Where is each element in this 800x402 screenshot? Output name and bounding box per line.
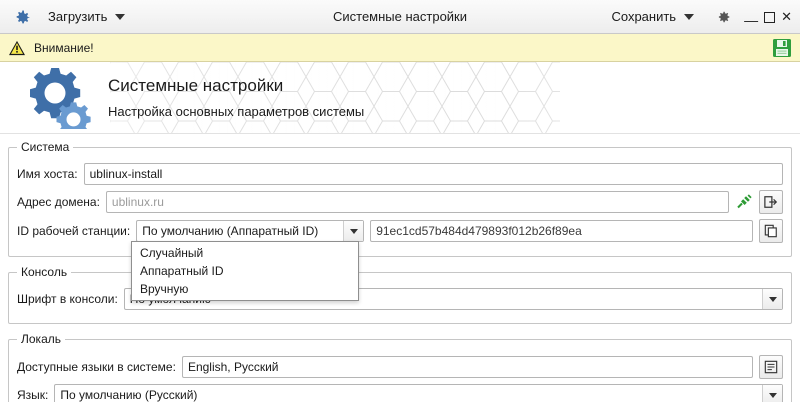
titlebar bbox=[0, 0, 800, 34]
load-menu-button[interactable] bbox=[42, 6, 131, 27]
row-language bbox=[17, 384, 783, 402]
settings-gear-icon[interactable] bbox=[714, 8, 732, 26]
group-locale bbox=[8, 332, 792, 402]
language-label: Язык: bbox=[17, 388, 49, 402]
workstation-id-value[interactable]: 91ec1cd57b484d479893f012b26f89ea bbox=[370, 220, 753, 242]
maximize-button[interactable] bbox=[764, 12, 775, 23]
floppy-save-icon[interactable] bbox=[772, 38, 792, 58]
banner-subtitle: Настройка основных параметров системы bbox=[108, 104, 365, 119]
hostname-label: Имя хоста: bbox=[17, 167, 78, 181]
group-locale-legend: Локаль bbox=[21, 332, 61, 346]
copy-icon bbox=[764, 224, 778, 238]
language-select[interactable] bbox=[54, 384, 783, 402]
console-font-dropdown-arrow[interactable] bbox=[762, 289, 782, 309]
domain-export-button[interactable] bbox=[759, 190, 783, 214]
row-workstation-id bbox=[17, 219, 783, 243]
minimize-button[interactable]: — bbox=[744, 12, 759, 28]
workstation-id-dropdown-list[interactable] bbox=[131, 241, 359, 301]
titlebar-left bbox=[4, 6, 131, 27]
group-system-legend: Система bbox=[21, 140, 70, 154]
save-menu-button[interactable] bbox=[605, 6, 700, 27]
group-console bbox=[8, 265, 792, 324]
banner bbox=[0, 62, 800, 134]
chevron-down-icon bbox=[684, 14, 694, 20]
banner-title: Системные настройки bbox=[108, 76, 284, 95]
workstation-id-dropdown-arrow[interactable] bbox=[343, 221, 363, 241]
load-menu-label: Загрузить bbox=[48, 9, 108, 24]
workstation-id-copy-button[interactable] bbox=[759, 219, 783, 243]
console-font-label: Шрифт в консоли: bbox=[17, 292, 118, 306]
row-available-languages bbox=[17, 355, 783, 379]
workstation-id-label: ID рабочей станции: bbox=[17, 224, 131, 238]
available-languages-label: Доступные языки в системе: bbox=[17, 360, 176, 374]
warning-text: Внимание! bbox=[34, 40, 94, 55]
workstation-id-select[interactable] bbox=[136, 220, 364, 242]
dropdown-option-1[interactable]: Аппаратный ID bbox=[140, 264, 224, 278]
settings-content bbox=[0, 134, 800, 402]
app-gear-icon bbox=[12, 8, 30, 26]
row-domain bbox=[17, 190, 783, 214]
gears-icon bbox=[16, 67, 94, 129]
group-system bbox=[8, 140, 792, 257]
language-selected: По умолчанию (Русский) bbox=[60, 388, 198, 402]
available-languages-input[interactable]: English, Русский bbox=[182, 356, 753, 378]
save-menu-label: Сохранить bbox=[611, 9, 677, 24]
export-icon bbox=[764, 195, 778, 209]
domain-label: Адрес домена: bbox=[17, 195, 100, 209]
available-languages-edit-button[interactable] bbox=[759, 355, 783, 379]
workstation-id-selected: По умолчанию (Аппаратный ID) bbox=[142, 224, 319, 238]
row-hostname bbox=[17, 163, 783, 185]
chevron-down-icon bbox=[350, 229, 358, 234]
titlebar-right bbox=[605, 6, 796, 27]
domain-input[interactable]: ublinux.ru bbox=[106, 191, 729, 213]
language-dropdown-arrow[interactable] bbox=[762, 385, 782, 402]
edit-list-icon bbox=[764, 360, 778, 374]
green-plug-icon bbox=[735, 193, 753, 211]
window-title: Системные настройки bbox=[332, 9, 468, 24]
chevron-down-icon bbox=[769, 297, 777, 302]
close-button[interactable]: ✕ bbox=[781, 9, 792, 24]
hostname-input[interactable]: ublinux-install bbox=[84, 163, 783, 185]
warning-triangle-icon bbox=[8, 40, 26, 56]
warning-bar bbox=[0, 34, 800, 62]
dropdown-option-0[interactable]: Случайный bbox=[140, 246, 204, 260]
banner-text bbox=[108, 76, 364, 119]
dropdown-option-2[interactable]: Вручную bbox=[140, 282, 189, 296]
group-console-legend: Консоль bbox=[21, 265, 68, 279]
chevron-down-icon bbox=[115, 14, 125, 20]
window-controls bbox=[744, 9, 796, 28]
chevron-down-icon bbox=[769, 393, 777, 398]
